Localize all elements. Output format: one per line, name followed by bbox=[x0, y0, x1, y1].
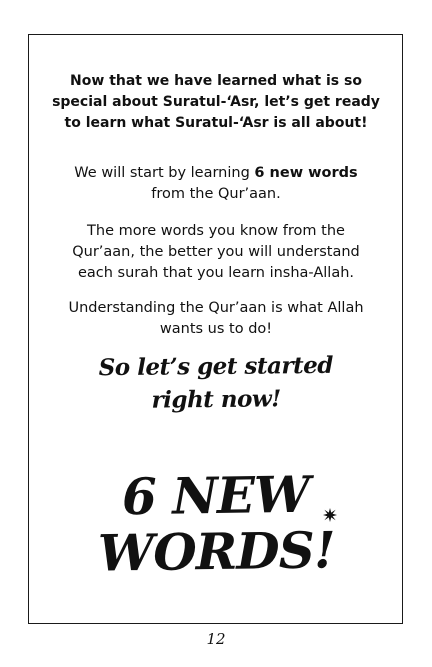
new-words-line-1 bbox=[0, 163, 432, 184]
understanding-line-2: Qur’aan, the better you will understand bbox=[72, 244, 360, 260]
intro-line-3: to learn what Suratul-‘Asr is all about! bbox=[64, 115, 368, 131]
understanding-line-3: each surah that you learn insha-Allah. bbox=[77, 265, 355, 281]
intro-line-2: special about Suratul-‘Asr, let’s get ready bbox=[52, 94, 380, 110]
new-words-paragraph bbox=[0, 163, 432, 205]
callout-line-1: So let’s get started bbox=[98, 351, 334, 382]
page-number: 12 bbox=[206, 630, 226, 648]
new-words-highlight: 6 new words bbox=[254, 165, 358, 181]
intro-line-1: Now that we have learned what is so bbox=[70, 73, 362, 89]
new-words-headline: 6 NEW WORDS! bbox=[97, 464, 336, 583]
understanding-paragraph bbox=[0, 221, 432, 284]
callout-line-2: right now! bbox=[151, 385, 281, 414]
understanding-line-1: The more words you know from the bbox=[87, 223, 345, 239]
new-words-line-2: from the Qur’aan. bbox=[151, 186, 281, 202]
intro-paragraph bbox=[0, 71, 432, 134]
allah-wants-paragraph bbox=[0, 298, 432, 340]
new-words-prefix: We will start by learning bbox=[74, 165, 255, 181]
allah-wants-line-2: wants us to do! bbox=[159, 321, 273, 337]
get-started-callout bbox=[0, 348, 432, 419]
ink-splat-icon bbox=[323, 508, 337, 522]
allah-wants-line-1: Understanding the Qur’aan is what Allah bbox=[68, 300, 364, 316]
